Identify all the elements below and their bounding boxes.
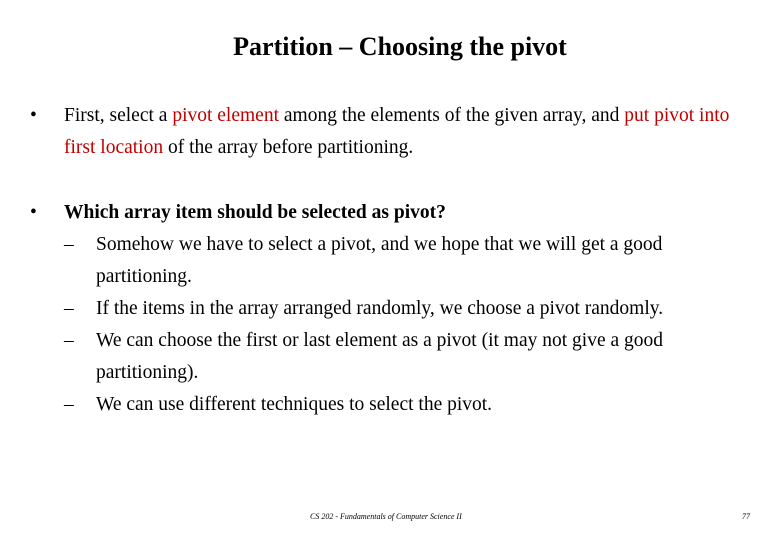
sub-bullet-list [30, 229, 750, 421]
dash-marker: – [64, 330, 74, 351]
bullet-which-item [30, 197, 750, 421]
sub-bullet-text: If the items in the array arranged randomly, we choose a pivot randomly. [96, 298, 664, 319]
text-segment: First, select a [64, 105, 173, 126]
slide-footer: CS 202 - Fundamentals of Computer Science II [310, 512, 462, 521]
dash-marker: – [64, 298, 74, 319]
highlight-first-location: put pivot into first location [64, 105, 730, 158]
bullet-heading: Which array item should be selected as pivot? [64, 202, 446, 223]
sub-bullet-item [64, 389, 750, 421]
text-segment: among the elements of the given array, and [279, 105, 625, 126]
sub-bullet-text: We can use different techniques to select the pivot. [96, 394, 493, 415]
highlight-pivot-element: pivot element [172, 105, 279, 126]
dash-marker: – [64, 234, 74, 255]
bullet-marker: • [30, 202, 37, 223]
text-segment: of the array before partitioning. [163, 137, 414, 158]
bullet-marker: • [30, 105, 37, 126]
sub-bullet-item [64, 325, 750, 389]
bullet-text [64, 100, 750, 164]
bullet-pivot-selection [30, 100, 750, 164]
sub-bullet-text: Somehow we have to select a pivot, and we hope that we will get a good partitioning. [96, 234, 663, 287]
sub-bullet-item [64, 293, 750, 325]
dash-marker: – [64, 394, 74, 415]
slide-title: Partition – Choosing the pivot [233, 32, 567, 61]
sub-bullet-text: We can choose the first or last element as a pivot (it may not give a good partitioning). [96, 330, 664, 383]
sub-bullet-item [64, 229, 750, 293]
page-number: 77 [742, 512, 750, 521]
